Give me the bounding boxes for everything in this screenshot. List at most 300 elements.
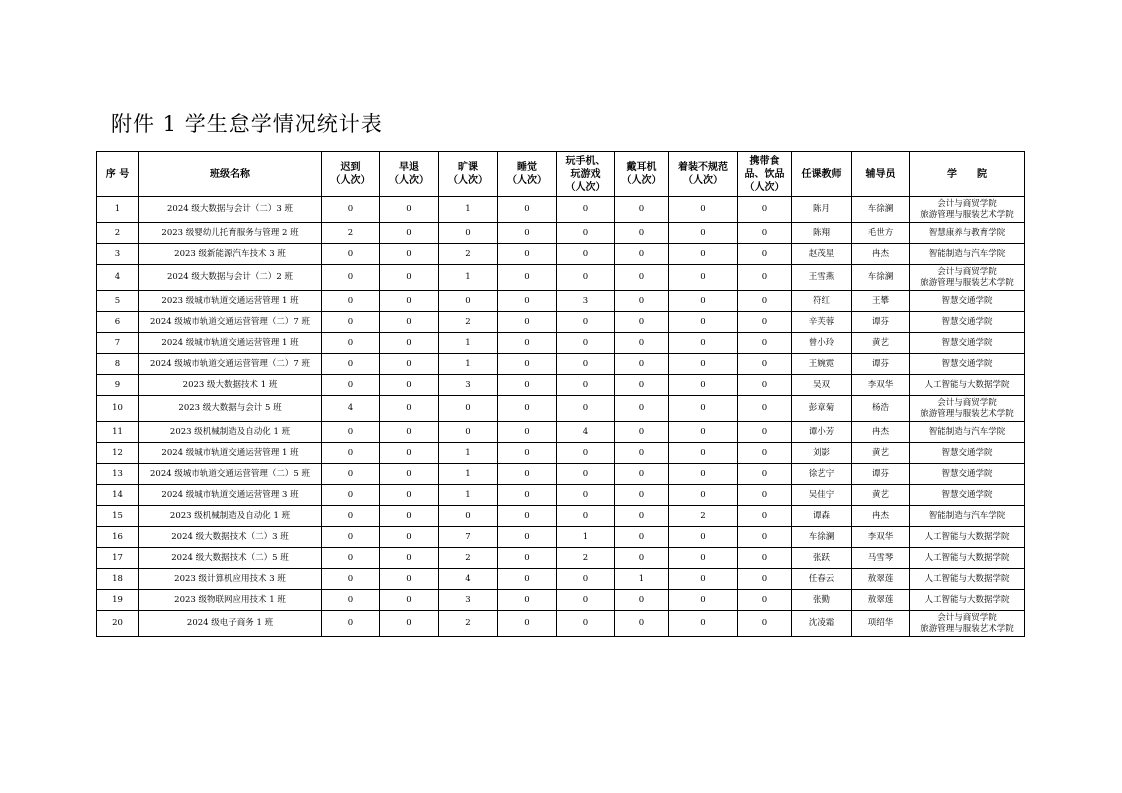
college-line: 会计与商贸学院: [937, 612, 997, 623]
cell-phone-game: 0: [557, 506, 615, 527]
cell-teacher: 吴佳宁: [792, 485, 852, 506]
cell-teacher: 曾小玲: [792, 333, 852, 354]
cell-sleep: 0: [498, 527, 557, 548]
header-phone-game: [557, 152, 615, 197]
cell-dress: 0: [669, 485, 738, 506]
cell-seq: 2: [97, 223, 139, 244]
table-row: [97, 197, 1025, 223]
cell-earphones: 0: [615, 506, 669, 527]
header-phone-game-line: 玩手机、: [565, 155, 606, 167]
cell-class-name: 2024 级城市轨道交通运营管理（二）5 班: [139, 464, 322, 485]
cell-earphones: 0: [615, 333, 669, 354]
cell-late: 0: [322, 333, 380, 354]
document-title: 附件 1 学生怠学情况统计表: [111, 112, 383, 136]
college-line: 人工智能与大数据学院: [924, 552, 1010, 563]
header-earphones-line: 戴耳机: [626, 162, 657, 173]
header-counselor: 辅导员: [852, 152, 910, 197]
cell-earphones: 0: [615, 223, 669, 244]
cell-phone-game: 0: [557, 244, 615, 265]
table-row: [97, 396, 1025, 422]
cell-food: 0: [738, 354, 792, 375]
college-line: 智慧交通学院: [941, 447, 993, 458]
cell-late: 0: [322, 527, 380, 548]
cell-dress: 0: [669, 197, 738, 223]
cell-teacher: 赵茂星: [792, 244, 852, 265]
cell-phone-game: 0: [557, 590, 615, 611]
cell-seq: 12: [97, 443, 139, 464]
cell-late: 0: [322, 506, 380, 527]
cell-class-name: 2024 级城市轨道交通运营管理（二）7 班: [139, 312, 322, 333]
cell-early-leave: 0: [380, 443, 439, 464]
cell-sleep: 0: [498, 611, 557, 637]
table-row: [97, 333, 1025, 354]
cell-food: 0: [738, 333, 792, 354]
cell-class-name: 2023 级计算机应用技术 3 班: [139, 569, 322, 590]
cell-food: 0: [738, 506, 792, 527]
cell-class-name: 2024 级电子商务 1 班: [139, 611, 322, 637]
cell-teacher: 徐艺宁: [792, 464, 852, 485]
cell-food: 0: [738, 197, 792, 223]
table-row: [97, 223, 1025, 244]
cell-teacher: 陈翔: [792, 223, 852, 244]
cell-counselor: 冉杰: [852, 506, 910, 527]
cell-earphones: 0: [615, 354, 669, 375]
cell-food: 0: [738, 485, 792, 506]
cell-college: [910, 611, 1025, 637]
cell-sleep: 0: [498, 291, 557, 312]
header-early-leave: [380, 152, 439, 197]
college-line: 人工智能与大数据学院: [924, 379, 1010, 390]
cell-college: [910, 244, 1025, 265]
cell-college: [910, 485, 1025, 506]
cell-dress: 0: [669, 527, 738, 548]
cell-seq: 16: [97, 527, 139, 548]
cell-early-leave: 0: [380, 590, 439, 611]
header-dress-line: 着装不规范: [678, 162, 728, 173]
cell-earphones: 0: [615, 375, 669, 396]
cell-phone-game: 0: [557, 611, 615, 637]
cell-absent: 1: [439, 443, 498, 464]
cell-food: 0: [738, 396, 792, 422]
cell-seq: 19: [97, 590, 139, 611]
header-late-line: 迟到: [340, 162, 361, 173]
college-line: 人工智能与大数据学院: [924, 573, 1010, 584]
cell-class-name: 2024 级大数据与会计（二）2 班: [139, 265, 322, 291]
cell-counselor: 车徐澜: [852, 265, 910, 291]
table-row: [97, 354, 1025, 375]
cell-seq: 15: [97, 506, 139, 527]
table-row: [97, 375, 1025, 396]
cell-counselor: 冉杰: [852, 422, 910, 443]
cell-absent: 2: [439, 244, 498, 265]
cell-sleep: 0: [498, 197, 557, 223]
college-line: 旅游管理与服装艺术学院: [920, 623, 1014, 634]
cell-sleep: 0: [498, 443, 557, 464]
cell-college: [910, 291, 1025, 312]
cell-seq: 4: [97, 265, 139, 291]
cell-dress: 0: [669, 333, 738, 354]
cell-food: 0: [738, 548, 792, 569]
cell-phone-game: 0: [557, 375, 615, 396]
header-food-line: 品、饮品: [744, 168, 785, 180]
cell-college: [910, 375, 1025, 396]
cell-food: 0: [738, 244, 792, 265]
cell-sleep: 0: [498, 548, 557, 569]
cell-seq: 1: [97, 197, 139, 223]
cell-phone-game: 0: [557, 569, 615, 590]
table-body: [97, 197, 1025, 637]
header-late-line: （人次）: [330, 175, 371, 186]
cell-college: [910, 354, 1025, 375]
cell-sleep: 0: [498, 375, 557, 396]
cell-earphones: 0: [615, 527, 669, 548]
cell-phone-game: 0: [557, 485, 615, 506]
cell-food: 0: [738, 590, 792, 611]
cell-earphones: 0: [615, 443, 669, 464]
cell-teacher: 王雪燕: [792, 265, 852, 291]
table-row: [97, 506, 1025, 527]
cell-college: [910, 569, 1025, 590]
cell-early-leave: 0: [380, 197, 439, 223]
cell-early-leave: 0: [380, 506, 439, 527]
cell-late: 0: [322, 312, 380, 333]
cell-food: 0: [738, 312, 792, 333]
cell-teacher: 任春云: [792, 569, 852, 590]
cell-early-leave: 0: [380, 464, 439, 485]
header-absent-line: 旷课: [458, 162, 478, 173]
table-row: [97, 548, 1025, 569]
header-earphones: [615, 152, 669, 197]
cell-absent: 2: [439, 548, 498, 569]
cell-seq: 17: [97, 548, 139, 569]
cell-phone-game: 0: [557, 333, 615, 354]
cell-dress: 0: [669, 354, 738, 375]
cell-college: [910, 197, 1025, 223]
cell-earphones: 0: [615, 244, 669, 265]
cell-college: [910, 527, 1025, 548]
cell-teacher: 谭森: [792, 506, 852, 527]
cell-late: 0: [322, 375, 380, 396]
cell-absent: 0: [439, 396, 498, 422]
cell-seq: 6: [97, 312, 139, 333]
cell-teacher: 辛芙蓉: [792, 312, 852, 333]
cell-early-leave: 0: [380, 396, 439, 422]
cell-college: [910, 265, 1025, 291]
cell-sleep: 0: [498, 244, 557, 265]
cell-earphones: 0: [615, 611, 669, 637]
header-sleep-line: （人次）: [507, 175, 547, 186]
cell-late: 0: [322, 197, 380, 223]
cell-sleep: 0: [498, 464, 557, 485]
cell-counselor: 杨浩: [852, 396, 910, 422]
college-line: 智能制造与汽车学院: [928, 248, 1006, 259]
cell-late: 0: [322, 443, 380, 464]
cell-counselor: 项绍华: [852, 611, 910, 637]
table-row: [97, 527, 1025, 548]
cell-food: 0: [738, 291, 792, 312]
header-absent-line: （人次）: [448, 175, 488, 186]
cell-sleep: 0: [498, 265, 557, 291]
cell-counselor: 敖翠莲: [852, 590, 910, 611]
college-line: 智能制造与汽车学院: [928, 510, 1006, 521]
cell-absent: 3: [439, 375, 498, 396]
cell-early-leave: 0: [380, 312, 439, 333]
cell-dress: 0: [669, 590, 738, 611]
cell-absent: 1: [439, 464, 498, 485]
header-teacher: 任课教师: [792, 152, 852, 197]
cell-seq: 9: [97, 375, 139, 396]
table-row: [97, 590, 1025, 611]
cell-phone-game: 0: [557, 197, 615, 223]
header-dress-line: （人次）: [683, 175, 723, 186]
header-earphones-line: （人次）: [621, 175, 662, 186]
cell-teacher: 张跃: [792, 548, 852, 569]
table-row: [97, 291, 1025, 312]
cell-seq: 10: [97, 396, 139, 422]
cell-class-name: 2023 级城市轨道交通运营管理 1 班: [139, 291, 322, 312]
cell-teacher: 吴双: [792, 375, 852, 396]
cell-teacher: 符红: [792, 291, 852, 312]
cell-early-leave: 0: [380, 333, 439, 354]
cell-dress: 0: [669, 265, 738, 291]
cell-college: [910, 443, 1025, 464]
cell-absent: 0: [439, 506, 498, 527]
cell-college: [910, 548, 1025, 569]
cell-class-name: 2023 级机械制造及自动化 1 班: [139, 506, 322, 527]
college-line: 会计与商贸学院: [937, 198, 997, 209]
cell-sleep: 0: [498, 485, 557, 506]
cell-dress: 0: [669, 422, 738, 443]
cell-counselor: 谭芬: [852, 312, 910, 333]
cell-teacher: 王婉霓: [792, 354, 852, 375]
cell-class-name: 2024 级大数据与会计（二）3 班: [139, 197, 322, 223]
cell-phone-game: 3: [557, 291, 615, 312]
cell-phone-game: 0: [557, 464, 615, 485]
cell-sleep: 0: [498, 590, 557, 611]
cell-absent: 7: [439, 527, 498, 548]
table-row: [97, 485, 1025, 506]
cell-class-name: 2023 级新能源汽车技术 3 班: [139, 244, 322, 265]
cell-class-name: 2024 级大数据技术（二）3 班: [139, 527, 322, 548]
cell-sleep: 0: [498, 223, 557, 244]
cell-food: 0: [738, 223, 792, 244]
cell-class-name: 2023 级机械制造及自动化 1 班: [139, 422, 322, 443]
cell-earphones: 0: [615, 312, 669, 333]
header-early-leave-line: （人次）: [389, 175, 429, 186]
college-line: 旅游管理与服装艺术学院: [920, 408, 1014, 419]
cell-class-name: 2023 级大数据与会计 5 班: [139, 396, 322, 422]
cell-food: 0: [738, 422, 792, 443]
table-row: [97, 443, 1025, 464]
cell-class-name: 2024 级城市轨道交通运营管理 3 班: [139, 485, 322, 506]
cell-late: 0: [322, 422, 380, 443]
cell-class-name: 2024 级大数据技术（二）5 班: [139, 548, 322, 569]
header-sleep: [498, 152, 557, 197]
college-line: 智慧交通学院: [941, 337, 993, 348]
cell-teacher: 刘影: [792, 443, 852, 464]
cell-earphones: 0: [615, 197, 669, 223]
cell-earphones: 0: [615, 396, 669, 422]
header-late: [322, 152, 380, 197]
cell-early-leave: 0: [380, 548, 439, 569]
cell-college: [910, 506, 1025, 527]
header-phone-game-line: （人次）: [565, 181, 606, 193]
cell-early-leave: 0: [380, 569, 439, 590]
cell-teacher: 车徐澜: [792, 527, 852, 548]
cell-late: 2: [322, 223, 380, 244]
header-phone-game-line: 玩游戏: [570, 168, 601, 180]
cell-late: 0: [322, 611, 380, 637]
cell-seq: 11: [97, 422, 139, 443]
cell-counselor: 冉杰: [852, 244, 910, 265]
cell-college: [910, 590, 1025, 611]
cell-dress: 0: [669, 611, 738, 637]
cell-dress: 0: [669, 312, 738, 333]
header-row: [97, 152, 1025, 197]
cell-late: 0: [322, 590, 380, 611]
cell-college: [910, 396, 1025, 422]
cell-class-name: 2024 级城市轨道交通运营管理 1 班: [139, 333, 322, 354]
cell-seq: 7: [97, 333, 139, 354]
cell-food: 0: [738, 611, 792, 637]
cell-late: 0: [322, 291, 380, 312]
table-row: [97, 611, 1025, 637]
header-early-leave-line: 早退: [399, 162, 419, 173]
cell-phone-game: 0: [557, 265, 615, 291]
cell-counselor: 车徐澜: [852, 197, 910, 223]
cell-absent: 0: [439, 291, 498, 312]
cell-phone-game: 0: [557, 223, 615, 244]
header-absent: [439, 152, 498, 197]
cell-early-leave: 0: [380, 244, 439, 265]
cell-late: 0: [322, 464, 380, 485]
cell-absent: 1: [439, 197, 498, 223]
college-line: 智能制造与汽车学院: [928, 426, 1006, 437]
header-food: [738, 152, 792, 197]
cell-absent: 2: [439, 611, 498, 637]
table-row: [97, 569, 1025, 590]
cell-earphones: 0: [615, 548, 669, 569]
cell-absent: 3: [439, 590, 498, 611]
cell-class-name: 2024 级城市轨道交通运营管理（二）7 班: [139, 354, 322, 375]
header-sleep-line: 睡觉: [517, 162, 537, 173]
cell-counselor: 马雪琴: [852, 548, 910, 569]
cell-counselor: 黄艺: [852, 333, 910, 354]
cell-counselor: 谭芬: [852, 354, 910, 375]
table-row: [97, 244, 1025, 265]
cell-earphones: 0: [615, 485, 669, 506]
cell-dress: 2: [669, 506, 738, 527]
college-line: 智慧交通学院: [941, 295, 993, 306]
header-class-name: 班级名称: [139, 152, 322, 197]
cell-earphones: 1: [615, 569, 669, 590]
cell-dress: 0: [669, 375, 738, 396]
cell-seq: 20: [97, 611, 139, 637]
cell-early-leave: 0: [380, 611, 439, 637]
cell-phone-game: 0: [557, 312, 615, 333]
table-row: [97, 265, 1025, 291]
cell-earphones: 0: [615, 291, 669, 312]
cell-dress: 0: [669, 548, 738, 569]
cell-college: [910, 312, 1025, 333]
college-line: 人工智能与大数据学院: [924, 594, 1010, 605]
cell-phone-game: 2: [557, 548, 615, 569]
cell-counselor: 黄艺: [852, 443, 910, 464]
cell-food: 0: [738, 443, 792, 464]
college-line: 旅游管理与服装艺术学院: [920, 277, 1014, 288]
cell-dress: 0: [669, 569, 738, 590]
college-line: 旅游管理与服装艺术学院: [920, 209, 1014, 220]
cell-sleep: 0: [498, 422, 557, 443]
cell-food: 0: [738, 464, 792, 485]
cell-late: 0: [322, 354, 380, 375]
cell-counselor: 谭芬: [852, 464, 910, 485]
college-line: 智慧交通学院: [941, 358, 993, 369]
cell-sleep: 0: [498, 354, 557, 375]
cell-teacher: 沈凌霜: [792, 611, 852, 637]
cell-early-leave: 0: [380, 223, 439, 244]
cell-seq: 13: [97, 464, 139, 485]
cell-sleep: 0: [498, 396, 557, 422]
cell-absent: 4: [439, 569, 498, 590]
table-row: [97, 312, 1025, 333]
cell-class-name: 2023 级大数据技术 1 班: [139, 375, 322, 396]
cell-early-leave: 0: [380, 527, 439, 548]
cell-dress: 0: [669, 464, 738, 485]
college-line: 智慧康养与教育学院: [928, 227, 1006, 238]
cell-late: 0: [322, 244, 380, 265]
cell-counselor: 毛世方: [852, 223, 910, 244]
cell-absent: 0: [439, 223, 498, 244]
cell-phone-game: 1: [557, 527, 615, 548]
cell-earphones: 0: [615, 590, 669, 611]
cell-seq: 18: [97, 569, 139, 590]
college-line: 智慧交通学院: [941, 489, 993, 500]
cell-teacher: 张勤: [792, 590, 852, 611]
cell-food: 0: [738, 527, 792, 548]
cell-phone-game: 0: [557, 396, 615, 422]
cell-college: [910, 333, 1025, 354]
cell-late: 0: [322, 265, 380, 291]
college-line: 会计与商贸学院: [937, 266, 997, 277]
cell-dress: 0: [669, 244, 738, 265]
cell-sleep: 0: [498, 569, 557, 590]
cell-early-leave: 0: [380, 422, 439, 443]
cell-absent: 1: [439, 265, 498, 291]
cell-seq: 14: [97, 485, 139, 506]
cell-counselor: 黄艺: [852, 485, 910, 506]
cell-early-leave: 0: [380, 375, 439, 396]
cell-seq: 8: [97, 354, 139, 375]
cell-sleep: 0: [498, 312, 557, 333]
cell-late: 0: [322, 569, 380, 590]
cell-food: 0: [738, 375, 792, 396]
cell-college: [910, 464, 1025, 485]
cell-late: 4: [322, 396, 380, 422]
cell-class-name: 2023 级婴幼儿托育服务与管理 2 班: [139, 223, 322, 244]
table-row: [97, 422, 1025, 443]
header-food-line: （人次）: [744, 181, 785, 193]
header-food-line: 携带食: [749, 155, 780, 167]
cell-college: [910, 223, 1025, 244]
header-seq: 序 号: [97, 152, 139, 197]
cell-absent: 1: [439, 485, 498, 506]
cell-absent: 2: [439, 312, 498, 333]
cell-early-leave: 0: [380, 265, 439, 291]
cell-counselor: 李双华: [852, 527, 910, 548]
cell-seq: 5: [97, 291, 139, 312]
cell-dress: 0: [669, 396, 738, 422]
